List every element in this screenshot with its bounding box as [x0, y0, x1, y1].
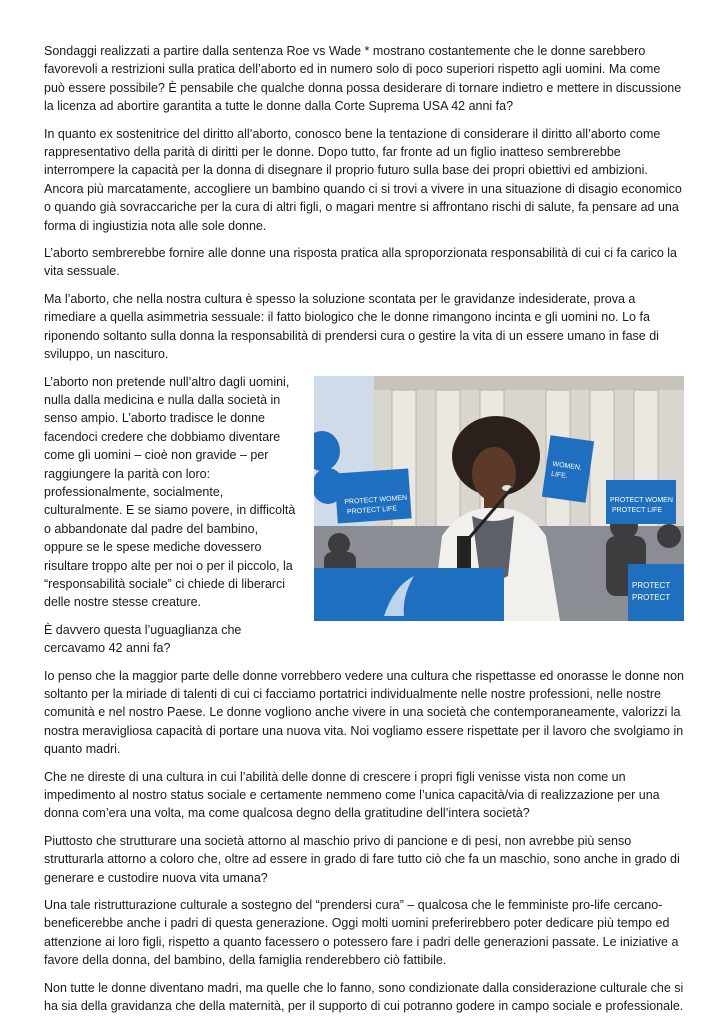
- paragraph-3: L’aborto sembrerebbe fornire alle donne una risposta pratica alla sproporzionata responsabilità di cui ci fa carico la vita sessuale.: [44, 246, 678, 279]
- paragraph-10: Una tale ristrutturazione culturale a sostegno del “prendersi cura” – qualcosa che le femministe pro-life cercano-beneficerebbe anche i padri di questa generazione. Oggi molti uomini preferirebbero poter dedicare più tempo ed attenzione ai loro figli, rispetto a quanto facessero o potessero fare i padri delle generazioni passate. Le iniziative a favore della donna, del bambino, della famiglia renderebbero ciò fattibile.: [44, 898, 679, 968]
- paragraph-1: Sondaggi realizzati a partire dalla sentenza Roe vs Wade * mostrano costantemente che le donne sarebbero favorevoli a restrizioni sulla pratica dell’aborto ed in numero solo di poco superiori rispetto agli uomini. Ma come può essere possibile? È pensabile che qualche donna possa desiderare di tornare indietro e mettere in discussione la licenza ad abortire garantita a tutte le donne dalla Corte Suprema USA 42 anni fa?: [44, 44, 682, 114]
- sign-right: [606, 480, 676, 524]
- podium: [314, 568, 504, 621]
- paragraph-6: È davvero questa l’uguaglianza che cercavamo 42 anni fa?: [44, 622, 242, 656]
- paragraph-11: Non tutte le donne diventano madri, ma quelle che lo fanno, sono condizionate dalla considerazione culturale che si ha sia della gravidanza che della maternità, per il supporto di cui potranno godere in campo sociale e professionale.: [44, 980, 684, 1014]
- sign-left-line2: PROTECT LIFE: [346, 504, 398, 516]
- sign-top-right-line2: LIFE.: [550, 470, 569, 480]
- sign-bottom-right: [628, 564, 684, 621]
- sign-top-right: [542, 435, 594, 503]
- rally-photo: [314, 376, 684, 621]
- sign-right-line2: PROTECT LIFE: [612, 506, 663, 514]
- sign-left-line1: PROTECT WOMEN: [344, 494, 408, 506]
- paragraph-5: L’aborto non pretende null’altro dagli uomini, nulla dalla medicina e nulla dalla società in senso ampio. L’aborto tradisce le donne facendoci credere che dobbiamo diventare come gli uomini – cioè non gravide – per raggiungere la parità con loro: professionalmente, socialmente, culturalmente. E se siamo povere, in difficoltà o abbandonate dal padre del bambino, oppure se le spese mediche dovessero risultare troppo alte per noi o per il piccolo, la “responsabilità sociale” ci chiede di liberarci delle nostre stesse creature.: [44, 374, 296, 610]
- paragraph-9: Piuttosto che strutturare una società attorno al maschio privo di pancione e di pesi, non avrebbe più senso strutturarla attorno a coloro che, oltre ad essere in grado di fare tutto ciò che fa un maschio, sono anche in grado di generare e custodire nuova vita umana?: [44, 833, 680, 885]
- sign-left: [334, 468, 411, 523]
- paragraph-2: In quanto ex sostenitrice del diritto all’aborto, conosco bene la tentazione di considerare il diritto all’aborto come rappresentativo della parità di diritti per le donne. Dopo tutto, far fronte ad un figlio inatteso sembrerebbe interrompere la capacità per la donna di disegnare il proprio futuro sulla base dei propri obiettivi ed ambizioni. Ancora più marcatamente, accogliere un bambino quando ci si trovi a vivere in una situazione di disagio economico o quando già sovraccariche per la cura di altri figli, o magari mentre si affrontano rischi di salute, fa pensare ad una forma di ingiustizia nota alle sole donne.: [44, 126, 682, 233]
- paragraph-7: Io penso che la maggior parte delle donne vorrebbero vedere una cultura che rispettasse ed onorasse le donne non soltanto per la miriade di talenti di cui ci facciamo portatrici individualmente nelle nostre professioni, nelle nostre comunità e nel nostro Paese. Le donne vogliono anche vivere in una società che contemporaneamente, valorizzi la nostra meravigliosa capacità di portare una nuova vita. Noi vogliamo essere rispettate per il lavoro che svolgiamo in quanto madri.: [44, 668, 685, 757]
- sign-bottom-right-line2: PROTECT: [632, 592, 671, 602]
- sign-right-line1: PROTECT WOMEN: [610, 496, 673, 504]
- sign-bottom-right-line1: PROTECT: [632, 580, 671, 590]
- document-body: [44, 42, 684, 1025]
- paragraph-8: Che ne direste di una cultura in cui l’abilità delle donne di crescere i propri figli venisse vista non come un impedimento al nostro status sociale e certamente nemmeno come l’unica capacità/via di realizzazione per una donna com’era una volta, ma come qualcosa degno della gratitudine dell’intera società?: [44, 769, 660, 821]
- paragraph-4: Ma l’aborto, che nella nostra cultura è spesso la soluzione scontata per le gravidanze indesiderate, prova a rimediare a quella asimmetria sessuale: il fatto biologico che le donne rimangono incinta e gli uomini no. Lo fa riponendo soltanto sulla donna la responsabilità di prendersi cura o gestire la vita di un essere umano in fase di sviluppo, un nascituro.: [44, 291, 659, 362]
- sign-top-right-line1: WOMEN.: [552, 460, 583, 472]
